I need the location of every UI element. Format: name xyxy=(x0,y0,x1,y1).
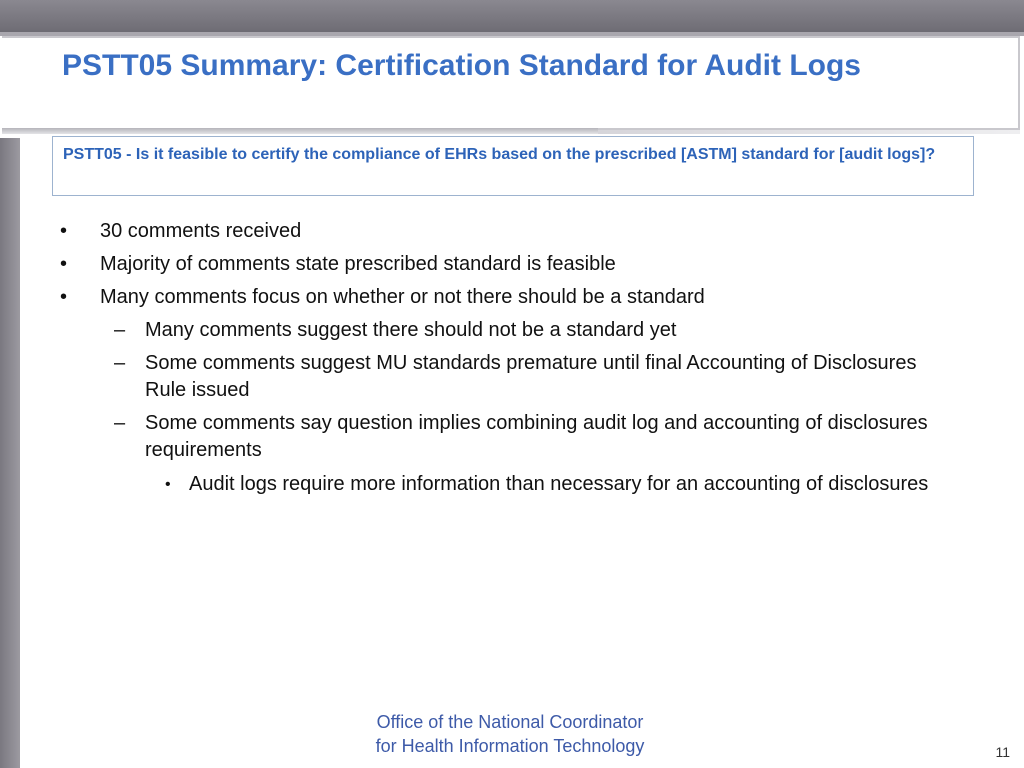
bullet-text: Some comments say question implies combining audit log and accounting of disclosures requirements xyxy=(145,412,928,461)
bullet-text: Many comments focus on whether or not there should be a standard xyxy=(100,286,705,308)
dash-marker: – xyxy=(114,319,126,341)
bullet-text: Many comments suggest there should not be a standard yet xyxy=(145,319,677,341)
page-number: 11 xyxy=(995,744,1010,760)
title-underline xyxy=(2,128,598,134)
bullet-marker: • xyxy=(60,220,68,242)
bullet-text: 30 comments received xyxy=(100,220,302,242)
bullet-text: Audit logs require more information than necessary for an accounting of disclosures xyxy=(189,473,929,495)
question-box xyxy=(52,136,974,196)
footer-office-line2: for Health Information Technology xyxy=(375,736,645,756)
question-text: PSTT05 - Is it feasible to certify the compliance of EHRs based on the prescribed [ASTM] standard for [audit logs]? xyxy=(63,146,936,163)
footer-office-name xyxy=(300,710,720,758)
top-header-band xyxy=(0,0,1024,32)
bullet-text: Some comments suggest MU standards premature until final Accounting of Disclosures Rule issued xyxy=(145,352,917,401)
bullet-marker: • xyxy=(60,253,68,275)
dash-marker: – xyxy=(114,412,126,434)
slide-title: PSTT05 Summary: Certification Standard for Audit Logs xyxy=(62,49,861,82)
bullet-marker: • xyxy=(60,286,68,308)
bullet-marker: • xyxy=(165,476,171,493)
title-underline-fade xyxy=(598,130,1020,134)
footer-office-line1: Office of the National Coordinator xyxy=(376,712,644,732)
left-side-band xyxy=(0,138,20,768)
dash-marker: – xyxy=(114,352,126,374)
bullet-text: Majority of comments state prescribed standard is feasible xyxy=(100,253,616,275)
